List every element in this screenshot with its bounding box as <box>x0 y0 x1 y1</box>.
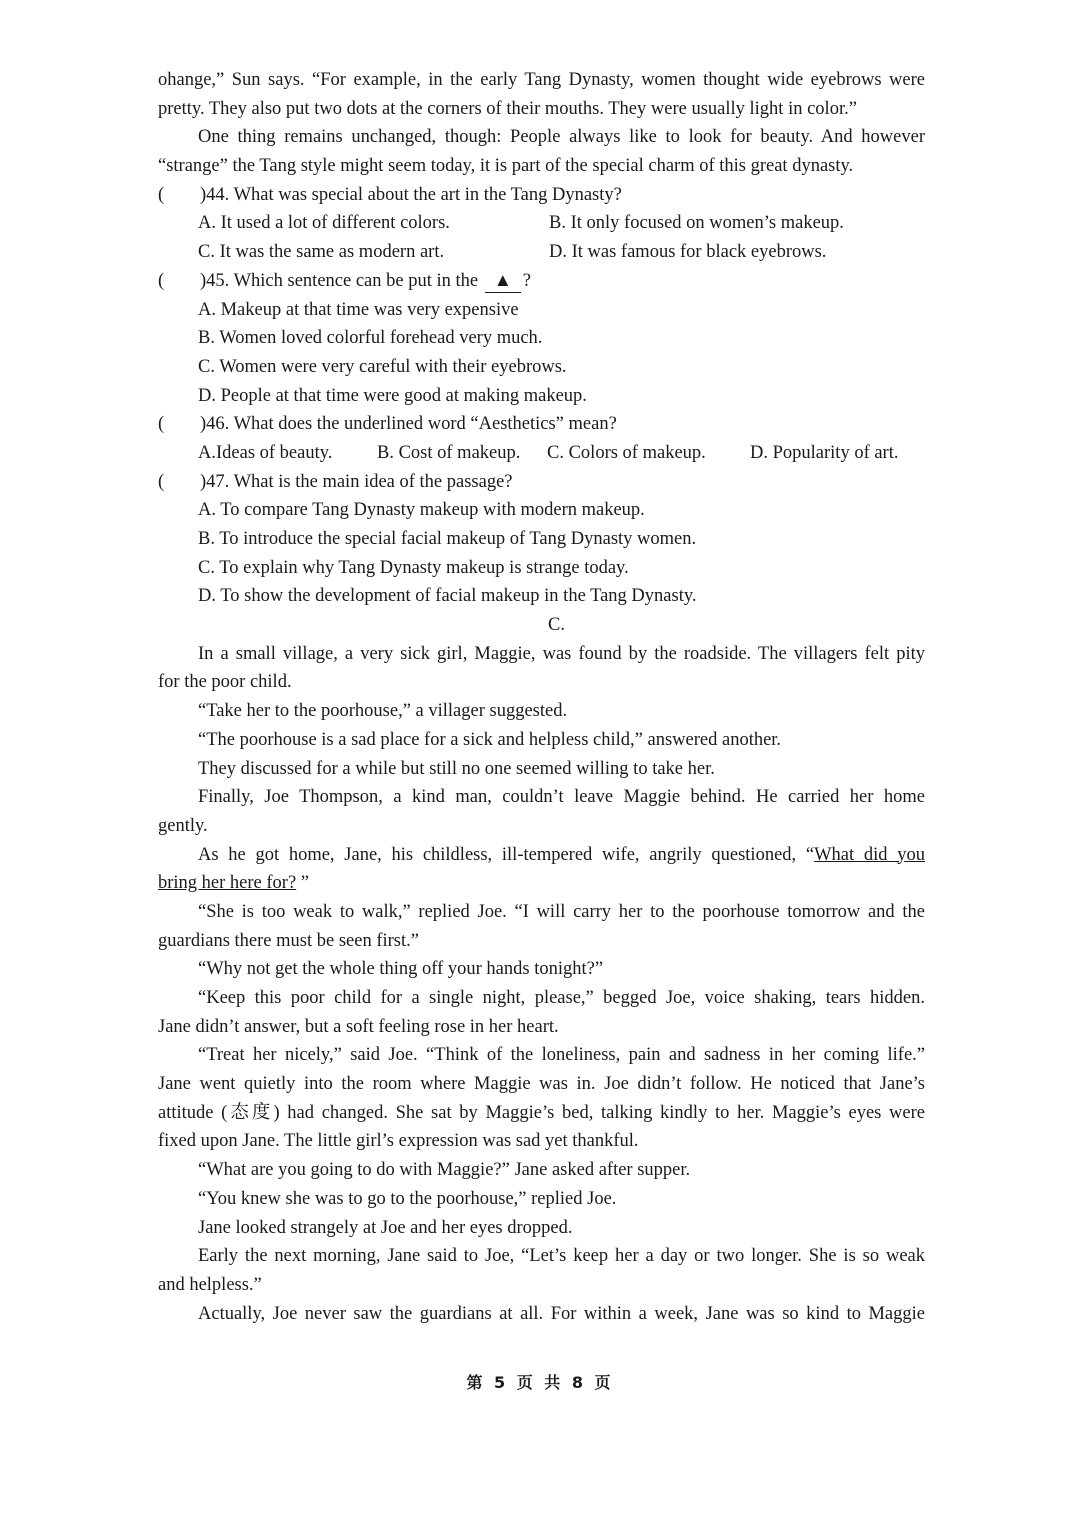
question-47 <box>158 468 925 497</box>
passage-line: Finally, Joe Thompson, a kind man, couldn’t leave Maggie behind. He carried her home <box>198 787 925 808</box>
passage-line: “What are you going to do with Maggie?” Jane asked after supper. <box>198 1160 691 1181</box>
passage-line: “Treat her nicely,” said Joe. “Think of the loneliness, pain and sadness in her coming life.” <box>198 1045 925 1066</box>
options-row <box>158 209 925 238</box>
option-b: B. Women loved colorful forehead very much. <box>198 328 543 349</box>
passage-line: gently. <box>158 815 208 836</box>
passage-line: “Keep this poor child for a single night, please,” begged Joe, voice shaking, tears hidden. <box>198 988 925 1008</box>
option-a: A.Ideas of beauty. <box>198 442 333 463</box>
options-row <box>158 439 925 468</box>
option-a: A. To compare Tang Dynasty makeup with modern makeup. <box>198 500 645 521</box>
question-46 <box>158 410 925 439</box>
exam-page-content <box>158 66 925 1328</box>
option-b: B. Cost of makeup. <box>377 442 521 463</box>
option-a: A. Makeup at that time was very expensive <box>198 299 519 320</box>
option-c: C. To explain why Tang Dynasty makeup is strange today. <box>198 557 629 578</box>
question-stem-text: )45. Which sentence can be put in the <box>200 270 479 291</box>
passage-line: and helpless.” <box>158 1274 262 1295</box>
passage-line: fixed upon Jane. The little girl’s expression was sad yet thankful. <box>158 1131 639 1152</box>
question-45 <box>158 267 925 296</box>
passage-line: One thing remains unchanged, though: People always like to look for beauty. And however <box>198 127 925 148</box>
passage-line: Actually, Joe never saw the guardians at all. For within a week, Jane was so kind to Maggie <box>198 1303 925 1324</box>
option-b: B. To introduce the special facial makeup of Tang Dynasty women. <box>198 529 697 549</box>
question-stem-end: ? <box>522 270 531 291</box>
passage-text: ” <box>296 873 310 894</box>
option-d: D. Popularity of art. <box>750 442 899 463</box>
question-44 <box>158 181 925 210</box>
passage-line: In a small village, a very sick girl, Maggie, was found by the roadside. The villagers felt pity <box>198 643 925 664</box>
passage-text: As he got home, Jane, his childless, ill-tempered wife, angrily questioned, “ <box>198 844 815 865</box>
passage-line: Jane didn’t answer, but a soft feeling rose in her heart. <box>158 1016 559 1037</box>
option-b: B. It only focused on women’s makeup. <box>549 213 844 234</box>
passage-line: “Take her to the poorhouse,” a villager suggested. <box>198 701 568 722</box>
passage-line <box>158 841 925 870</box>
passage-line: “Why not get the whole thing off your hands tonight?” <box>198 959 604 980</box>
passage-line: They discussed for a while but still no one seemed willing to take her. <box>198 758 715 779</box>
question-stem: )46. What does the underlined word “Aesthetics” mean? <box>200 414 617 435</box>
question-stem: )44. What was special about the art in the Tang Dynasty? <box>200 184 622 205</box>
passage-line <box>158 869 925 898</box>
passage-line: attitude (态度) had changed. She sat by Maggie’s bed, talking kindly to her. Maggie’s eyes were <box>158 1102 925 1123</box>
option-a: A. It used a lot of different colors. <box>198 213 450 234</box>
passage-line: “strange” the Tang style might seem today, it is part of the special charm of this great dynasty. <box>158 156 854 177</box>
underlined-question: What did you <box>814 844 925 865</box>
question-stem: )47. What is the main idea of the passage? <box>200 471 513 492</box>
page-number-footer: 第 5 页 共 8 页 <box>466 1373 614 1392</box>
blank-marker: ▲ <box>485 270 521 293</box>
option-c: C. Colors of makeup. <box>547 442 706 463</box>
option-d: D. It was famous for black eyebrows. <box>549 242 827 263</box>
passage-line: pretty. They also put two dots at the corners of their mouths. They were usually light in color.” <box>158 98 857 119</box>
passage-line: for the poor child. <box>158 672 292 693</box>
passage-line: “She is too weak to walk,” replied Joe. “I will carry her to the poorhouse tomorrow and the <box>198 901 925 922</box>
option-d: D. People at that time were good at making makeup. <box>198 385 587 406</box>
passage-line: Early the next morning, Jane said to Joe, “Let’s keep her a day or two longer. She is so weak <box>198 1246 925 1267</box>
answer-paren: ( <box>158 184 165 205</box>
option-c: C. Women were very careful with their eyebrows. <box>198 356 567 377</box>
passage-line: ohange,” Sun says. “For example, in the early Tang Dynasty, women thought wide eyebrows were <box>158 70 925 90</box>
passage-line: Jane went quietly into the room where Maggie was in. Joe didn’t follow. He noticed that Jane’s <box>158 1074 925 1095</box>
options-row <box>158 238 925 267</box>
passage-line: “You knew she was to go to the poorhouse,” replied Joe. <box>198 1188 617 1209</box>
passage-line: guardians there must be seen first.” <box>158 930 419 951</box>
section-heading: C. <box>548 615 565 636</box>
option-c: C. It was the same as modern art. <box>198 242 445 263</box>
answer-paren: ( <box>158 270 165 291</box>
answer-paren: ( <box>158 471 165 492</box>
option-d: D. To show the development of facial makeup in the Tang Dynasty. <box>198 586 697 607</box>
answer-paren: ( <box>158 414 165 435</box>
passage-line: “The poorhouse is a sad place for a sick and helpless child,” answered another. <box>198 729 782 750</box>
question-stem <box>200 267 531 296</box>
passage-line: Jane looked strangely at Joe and her eyes dropped. <box>198 1217 573 1238</box>
underlined-question: bring her here for? <box>158 873 297 894</box>
